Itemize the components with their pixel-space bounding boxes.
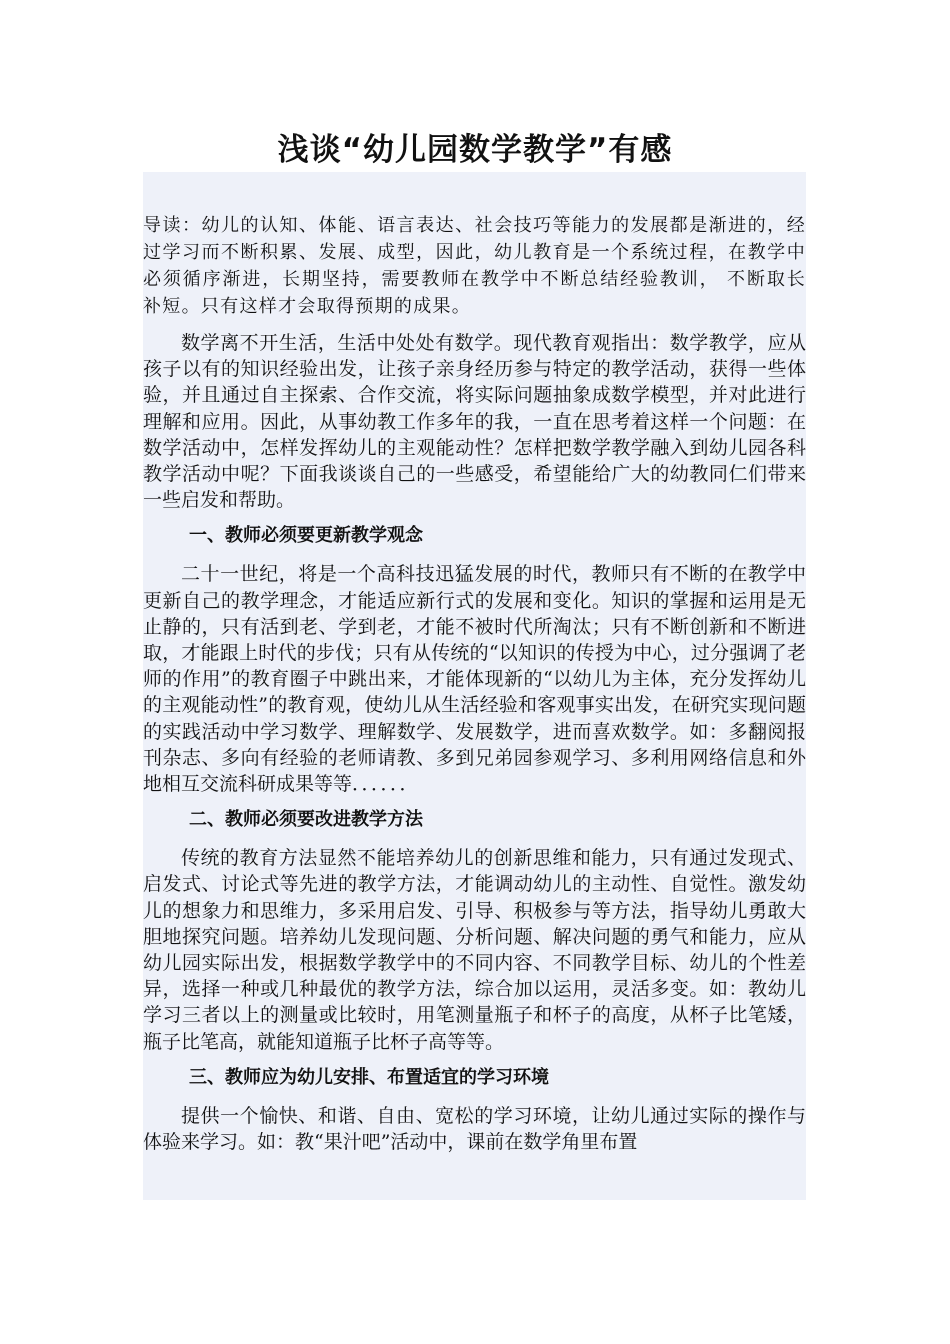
section-body-2: 传统的教育方法显然不能培养幼儿的创新思维和能力，只有通过发现式、启发式、讨论式等先进的教学方法，才能调动幼儿的主动性、自觉性。激发幼儿的想象力和思维力，多采用启发、引导、积极参与等方法，指导幼儿勇敢大胆地探究问题。培养幼儿发现问题、分析问题、解决问题的勇气和能力，应从幼儿园实际出发，根据数学教学中的不同内容、不同教学目标、幼儿的个性差异，选择一种或几种最优的教学方法，综合加以运用，灵活多变。如：教幼儿学习三者以上的测量或比较时，用笔测量瓶子和杯子的高度，从杯子比笔矮，瓶子比笔高，就能知道瓶子比杯子高等等。 (143, 847, 806, 1053)
section-heading-3: 三、教师应为幼儿安排、布置适宜的学习环境 (189, 1066, 549, 1088)
lead-paragraph: 导读：幼儿的认知、体能、语言表达、社会技巧等能力的发展都是渐进的，经过学习而不断积累、发展、成型，因此，幼儿教育是一个系统过程，在教学中必须循序渐进，长期坚持，需要教师在教学中不断总结经验教训， 不断取长补短。只有这样才会取得预期的成果。 (143, 215, 806, 317)
section-heading-1: 一、教师必须要更新教学观念 (189, 525, 423, 547)
section-body-1: 二十一世纪，将是一个高科技迅猛发展的时代，教师只有不断的在教学中更新自己的教学理念，才能适应新行式的发展和变化。知识的掌握和运用是无止静的，只有活到老、学到老，才能不被时代所淘汰；只有不断创新和不断进取，才能跟上时代的步伐；只有从传统的“以知识的传授为中心，过分强调了老师的作用”的教育圈子中跳出来，才能体现新的“以幼儿为主体，充分发挥幼儿的主观能动性”的教育观，使幼儿从生活经验和客观事实出发，在研究实现问题的实践活动中学习数学、理解数学、发展数学，进而喜欢数学。如：多翻阅报刊杂志、多向有经验的老师请教、多到兄弟园参观学习、多利用网络信息和外地相互交流科研成果等等．．．．．． (143, 563, 806, 796)
page-title: 浅谈“幼儿园数学教学”有感 (277, 132, 673, 168)
article-body (143, 212, 806, 1165)
section-body-3: 提供一个愉快、和谐、自由、宽松的学习环境，让幼儿通过实际的操作与体验来学习。如：教“果汁吧”活动中，课前在数学角里布置 (143, 1104, 806, 1154)
section-heading-2: 二、教师必须要改进教学方法 (189, 809, 423, 831)
intro-paragraph: 数学离不开生活，生活中处处有数学。现代教育观指出：数学教学，应从孩子以有的知识经验出发，让孩子亲身经历参与特定的教学活动，获得一些体验，并且通过自主探索、合作交流，将实际问题抽象成数学模型，并对此进行理解和应用。因此，从事幼教工作多年的我，一直在思考着这样一个问题：在数学活动中，怎样发挥幼儿的主观能动性？怎样把数学教学融入到幼儿园各科教学活动中呢？下面我谈谈自己的一些感受，希望能给广大的幼教同仁们带来一些启发和帮助。 (143, 332, 806, 512)
